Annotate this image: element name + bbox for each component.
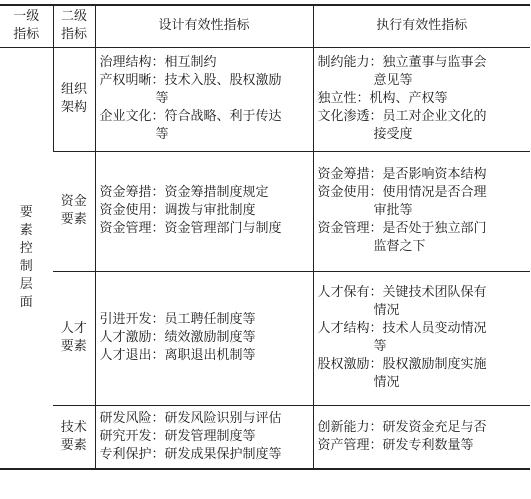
execution-cell-content [314, 415, 531, 459]
indicator-item: 资金使用：使用情况是否合理 [317, 185, 487, 200]
indicator-item: 资金筹措：资金筹措制度规定 [99, 185, 269, 200]
group-row [0, 405, 530, 469]
header-execution: 执行有效性指标 [313, 5, 530, 47]
indicator-item: 产权明晰：技术入股、股权激励 [99, 73, 282, 88]
design-cell-content [96, 406, 313, 468]
indicator-item: 独立性：机构、产权等 [317, 91, 448, 106]
indicator-item: 制约能力：独立董事与监事会 [317, 55, 487, 70]
execution-cell-content [314, 162, 531, 260]
indicator-item-continuation: 等 [155, 127, 169, 142]
indicator-item-continuation: 情况 [373, 375, 400, 390]
table-header-row [0, 5, 530, 47]
execution-cell [313, 405, 530, 469]
header-level2 [53, 5, 95, 47]
indicator-item-continuation: 接受度 [373, 127, 413, 142]
execution-cell [313, 271, 530, 405]
indicator-item: 企业文化：符合战略、利于传达 [99, 109, 282, 124]
indicator-item-continuation: 审批等 [373, 203, 413, 218]
indicator-item: 人才激励：绩效激励制度等 [99, 330, 256, 345]
design-cell [95, 271, 313, 405]
header-design: 设计有效性指标 [95, 5, 313, 47]
indicator-item: 研究开发：研发管理制度等 [99, 428, 256, 444]
level2-cell [53, 405, 95, 469]
indicator-item: 专利保护：研发成果保护制度等 [99, 446, 282, 462]
level1-cell [0, 47, 53, 469]
indicator-item-continuation: 监督之下 [373, 239, 426, 254]
level1-label: 要素控制层面 [19, 204, 33, 310]
group-row [0, 47, 530, 151]
design-cell [95, 405, 313, 469]
indicator-item: 资金管理：是否处于独立部门 [317, 221, 487, 236]
table-body [0, 47, 530, 469]
level2-cell [53, 271, 95, 405]
indicator-item: 资金管理：资金管理部门与制度 [99, 221, 282, 236]
execution-cell [313, 151, 530, 271]
indicator-item: 研发风险：研发风险识别与评估 [99, 410, 282, 426]
execution-cell-content [314, 50, 531, 148]
execution-cell-content [314, 280, 531, 396]
level2-label: 人才要素 [60, 321, 87, 354]
indicator-item: 资产管理：研发专利数量等 [317, 437, 474, 453]
indicator-item: 人才保有：关键技术团队保有 [317, 285, 487, 300]
group-row [0, 271, 530, 405]
indicator-item-continuation: 情况 [373, 303, 400, 318]
indicator-item-continuation: 等 [155, 91, 169, 106]
level2-label: 组织架构 [61, 82, 88, 115]
indicator-item: 治理结构：相互制约 [99, 55, 217, 70]
indicator-item: 人才结构：技术人员变动情况 [317, 321, 487, 336]
design-cell-content [96, 50, 313, 148]
indicator-item-continuation: 等 [373, 339, 387, 354]
group-row [0, 151, 530, 271]
indicator-item: 资金筹措：是否影响资本结构 [317, 167, 487, 182]
header-level2-line1: 二级 [60, 9, 87, 25]
indicator-item: 引进开发：员工聘任制度等 [99, 312, 256, 327]
design-cell [95, 151, 313, 271]
level2-label: 资金要素 [60, 194, 87, 227]
indicator-item: 资金使用：调拨与审批制度 [99, 203, 256, 218]
design-cell-content [96, 180, 313, 242]
indicator-item-continuation: 意见等 [373, 73, 413, 88]
design-cell-content [96, 307, 313, 369]
header-level1 [0, 5, 53, 47]
level2-cell [53, 47, 95, 151]
execution-cell [313, 47, 530, 151]
indicator-item: 人才退出：离职退出机制等 [99, 348, 256, 363]
indicator-table [0, 4, 530, 470]
header-level1-line2: 指标 [13, 27, 40, 43]
level2-cell [53, 151, 95, 271]
design-cell [95, 47, 313, 151]
header-level1-line1: 一级 [13, 9, 40, 25]
indicator-item: 股权激励：股权激励制度实施 [317, 357, 487, 372]
header-level2-line2: 指标 [60, 27, 87, 43]
level2-label: 技术要素 [60, 419, 87, 453]
indicator-item: 文化渗透：员工对企业文化的 [317, 109, 487, 124]
indicator-item: 创新能力：研发资金充足与否 [317, 419, 487, 435]
